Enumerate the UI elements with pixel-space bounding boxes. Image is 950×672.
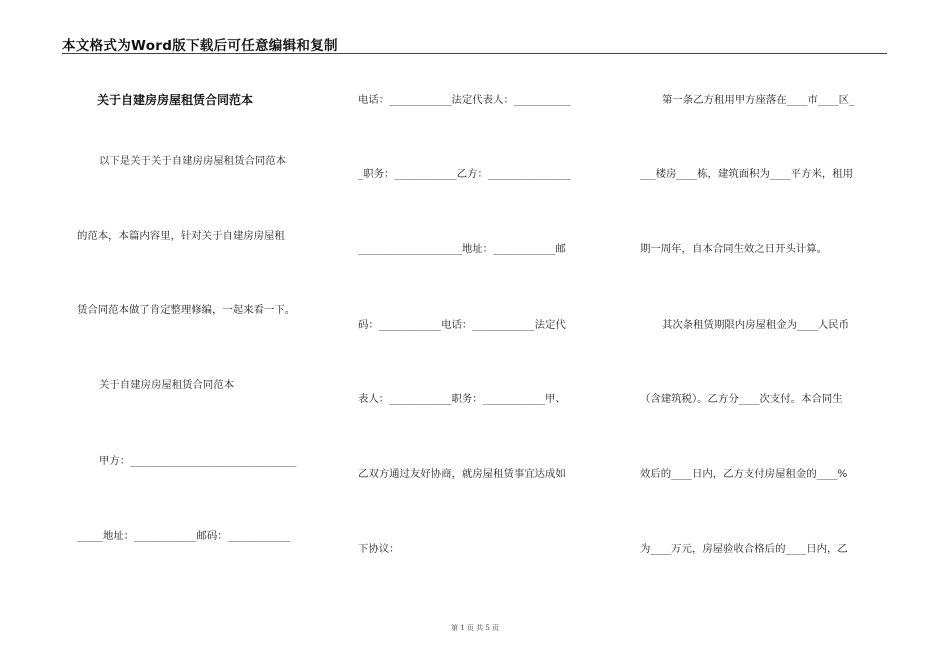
header-divider (62, 53, 887, 54)
paragraph-line: （含建筑税）。乙方分____次支付。本合同生 (640, 393, 843, 405)
paragraph-line: _职务：____________乙方：________________ (358, 168, 572, 180)
paragraph-line: 关于自建房房屋租赁合同范本 (99, 379, 235, 391)
paragraph-line: 其次条租赁期限内房屋租金为____人民币 (662, 319, 850, 331)
paragraph-line: 的范本，本篇内容里，针对关于自建房房屋租 (77, 230, 285, 242)
paragraph-line: 期一周年，自本合同生效之日开头计算。 (640, 243, 828, 255)
document-header-title: 本文格式为Word版下载后可任意编辑和复制 (62, 38, 338, 54)
page-number-footer: 第 1 页 共 5 页 (450, 624, 500, 632)
paragraph-line: 乙双方通过友好协商，就房屋租赁事宜达成如 (358, 468, 566, 480)
address-line: _____地址：____________邮码：____________ (77, 530, 291, 542)
paragraph-line: 码：____________电话：____________法定代 (358, 319, 566, 331)
paragraph-line: ____________________地址：____________邮 (358, 243, 566, 255)
paragraph-line: 为____万元，房屋验收合格后的____日内，乙 (640, 543, 848, 555)
paragraph-line: 赁合同范本做了肯定整理修编，一起来看一下。 (77, 304, 296, 316)
paragraph-line: 电话：____________法定代表人：___________ (358, 94, 572, 106)
party-a-line: 甲方：________________________________ (99, 455, 297, 467)
document-title: 关于自建房房屋租赁合同范本 (97, 93, 254, 107)
paragraph-line: 以下是关于关于自建房房屋租赁合同范本 (99, 155, 287, 167)
paragraph-line: 效后的____日内，乙方支付房屋租金的____% (640, 468, 848, 480)
paragraph-line: ___楼房____栋，建筑面积为____平方米，租用 (640, 168, 854, 180)
paragraph-line: 下协议： (358, 543, 400, 555)
paragraph-line: 第一条乙方租用甲方座落在____市____区_ (662, 94, 855, 106)
paragraph-line: 表人：____________职务：____________甲、 (358, 393, 566, 405)
